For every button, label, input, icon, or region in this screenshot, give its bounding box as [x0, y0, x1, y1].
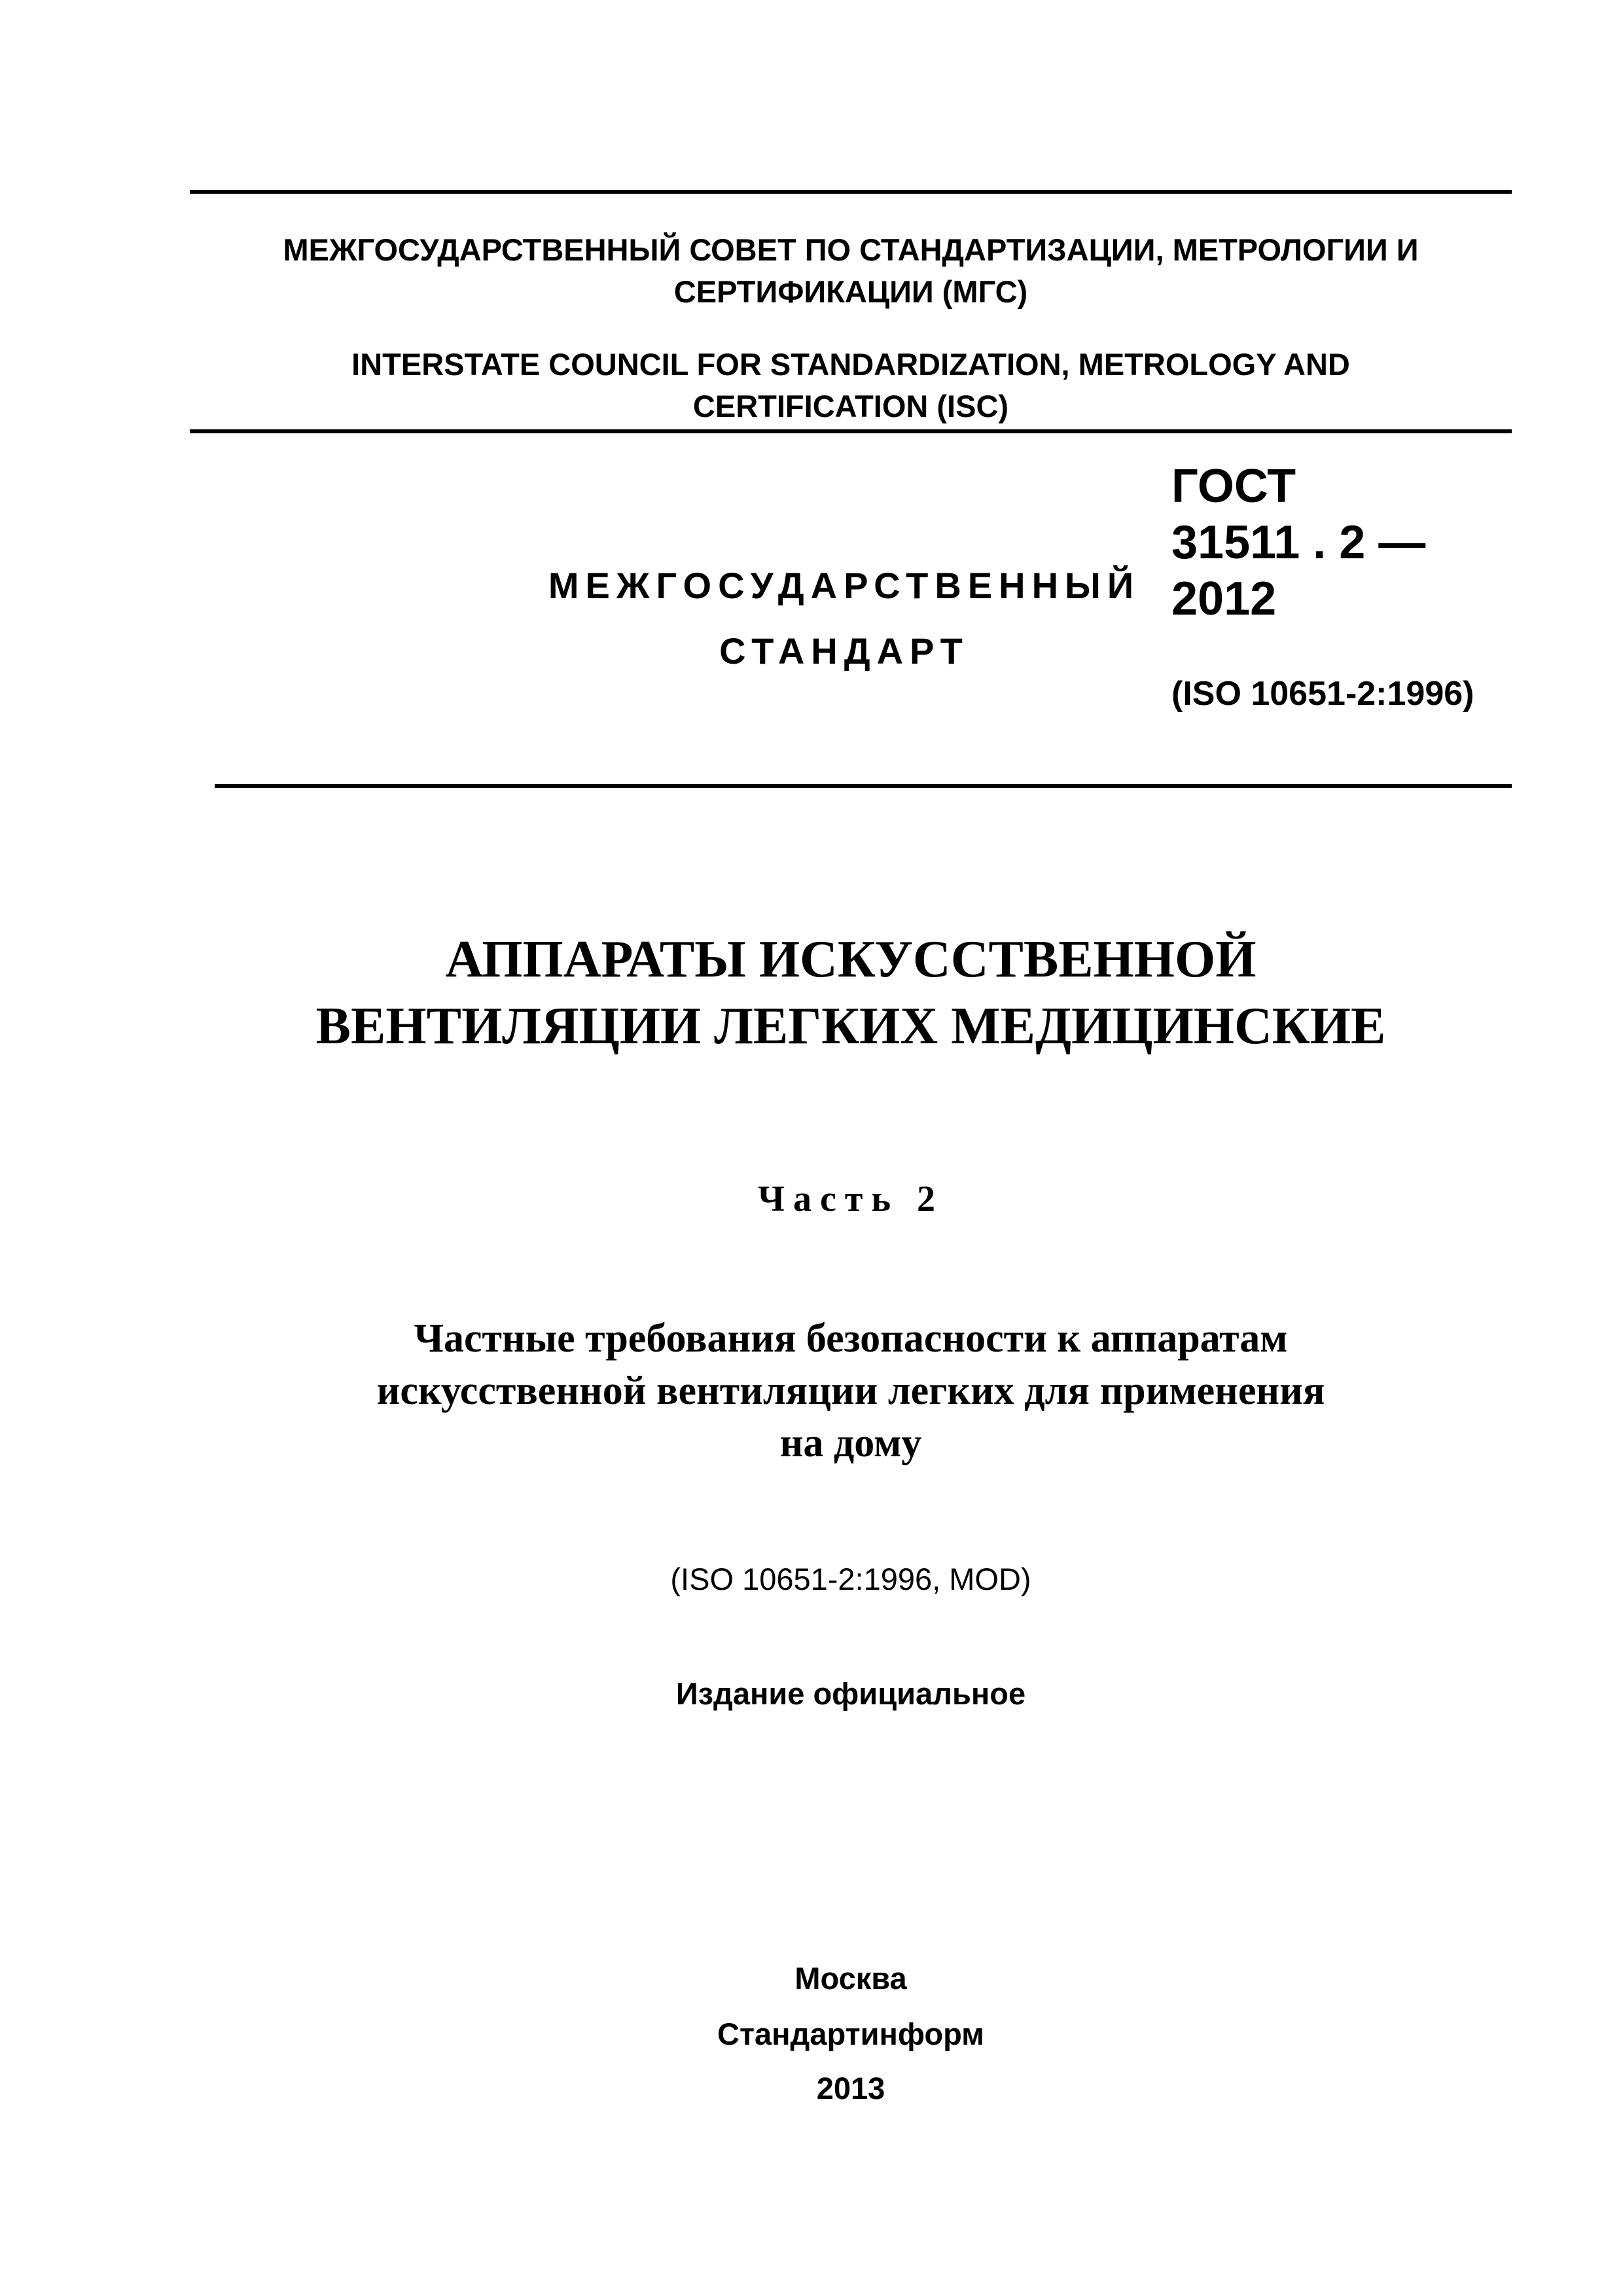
- subtitle-line: Частные требования безопасности к аппаратам: [414, 1316, 1288, 1361]
- document-title: [190, 926, 1512, 1060]
- council-bottom-rule: [190, 429, 1512, 433]
- designation-bottom-rule: [215, 784, 1512, 788]
- subtitle-line: на дому: [779, 1421, 922, 1465]
- iso-reference: (ISO 10651-2:1996, MOD): [670, 1562, 1031, 1596]
- subtitle-line: искусственной вентиляции легких для применения: [376, 1369, 1325, 1413]
- designation-iso-reference: (ISO 10651-2:1996): [1171, 675, 1474, 713]
- top-rule: [190, 190, 1512, 194]
- council-en-line: INTERSTATE COUNCIL FOR STANDARDIZATION, METROLOGY AND: [351, 347, 1350, 382]
- designation-line: ГОСТ: [1171, 460, 1296, 512]
- title-line: ВЕНТИЛЯЦИИ ЛЕГКИХ МЕДИЦИНСКИЕ: [315, 997, 1386, 1055]
- designation-line: 31511 . 2 —: [1171, 516, 1426, 569]
- imprint-city: Москва: [794, 1961, 907, 1996]
- standard-type-line: СТАНДАРТ: [719, 630, 969, 672]
- council-ru-line: МЕЖГОСУДАРСТВЕННЫЙ СОВЕТ ПО СТАНДАРТИЗАЦИИ, МЕТРОЛОГИИ И: [283, 232, 1419, 267]
- edition-label: Издание официальное: [675, 1676, 1026, 1711]
- part-label: Часть 2: [757, 1179, 944, 1219]
- designation-line: 2012: [1171, 573, 1277, 625]
- standard-type: [524, 553, 1165, 684]
- council-name-en: [190, 344, 1512, 427]
- document-subtitle: [190, 1312, 1512, 1469]
- imprint-year: 2013: [816, 2071, 885, 2106]
- imprint-publisher: Стандартинформ: [717, 2017, 984, 2051]
- standard-designation: [1171, 458, 1425, 627]
- council-en-line: CERTIFICATION (ISC): [692, 389, 1009, 423]
- council-ru-line: СЕРТИФИКАЦИИ (МГС): [673, 274, 1028, 309]
- council-name-ru: [190, 229, 1512, 313]
- standard-type-line: МЕЖГОСУДАРСТВЕННЫЙ: [548, 565, 1141, 606]
- title-line: АППАРАТЫ ИСКУССТВЕННОЙ: [445, 931, 1257, 988]
